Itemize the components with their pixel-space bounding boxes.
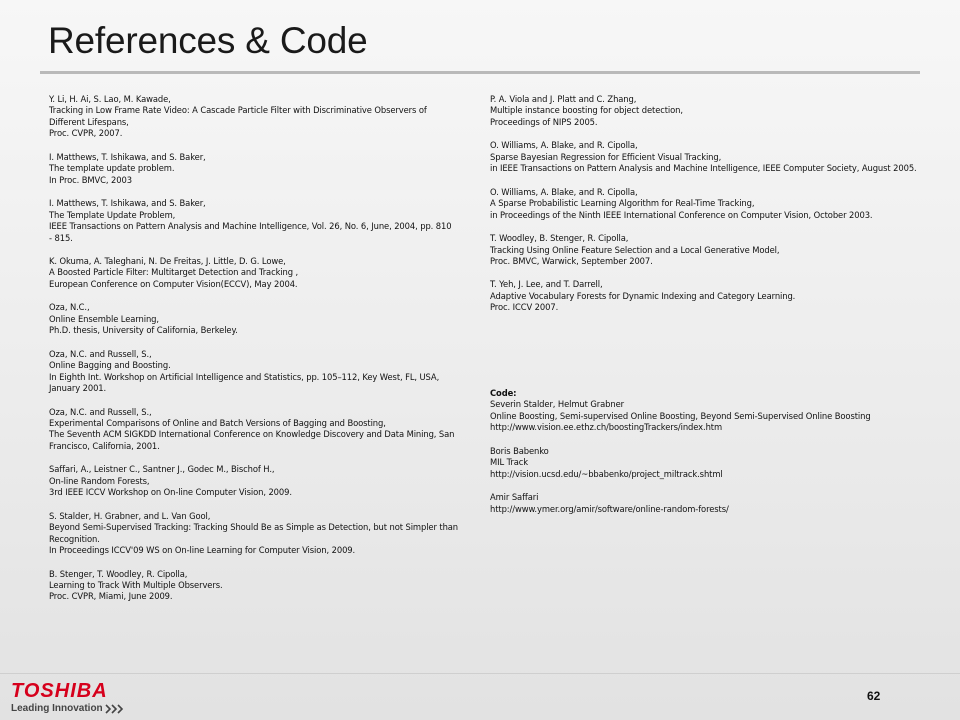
reference-entry <box>490 279 930 313</box>
reference-entry-line: T. Yeh, J. Lee, and T. Darrell, <box>490 279 603 290</box>
reference-entry-line: P. A. Viola and J. Platt and C. Zhang, <box>490 94 637 104</box>
reference-entry-line: Proc. BMVC, Warwick, September 2007. <box>490 255 653 266</box>
reference-entry <box>490 187 930 221</box>
page-number: 62 <box>867 689 881 703</box>
right-reference-column <box>490 94 930 326</box>
reference-entry-line: in Proceedings of the Ninth IEEE International Conference on Computer Vision, October 2003. <box>490 209 873 220</box>
reference-entry-line: Online Ensemble Learning, <box>49 313 159 324</box>
reference-entry-line: in IEEE Transactions on Pattern Analysis and Machine Intelligence, IEEE Computer Society, August 2005. <box>490 163 917 174</box>
reference-entry <box>49 152 482 186</box>
reference-entry-line: Oza, N.C. and Russell, S., <box>49 406 152 417</box>
reference-entry-line: Experimental Comparisons of Online and Batch Versions of Bagging and Boosting, <box>49 417 386 428</box>
code-entry-line: MIL Track <box>490 457 529 468</box>
chevrons-icon <box>105 704 125 714</box>
reference-entry-line: K. Okuma, A. Taleghani, N. De Freitas, J. Little, D. G. Lowe, <box>49 255 286 266</box>
reference-entry-line: O. Williams, A. Blake, and R. Cipolla, <box>490 186 638 197</box>
code-entry-line: http://www.ymer.org/amir/software/online-random-forests/ <box>490 503 729 514</box>
reference-entry-line: Online Bagging and Boosting. <box>49 360 171 371</box>
reference-entry-line: Multiple instance boosting for object detection, <box>490 105 683 116</box>
code-entry-line: http://www.vision.ee.ethz.ch/boostingTrackers/index.htm <box>490 422 723 433</box>
reference-entry-line: In Eighth Int. Workshop on Artificial Intelligence and Statistics, pp. 105–112, Key West, FL, USA, <box>49 371 440 382</box>
brand-tagline: Leading Innovation <box>11 703 103 714</box>
reference-entry-line: IEEE Transactions on Pattern Analysis and Machine Intelligence, Vol. 26, No. 6, June, 2004, pp. 810 <box>49 221 452 232</box>
reference-entry-line: Tracking in Low Frame Rate Video: A Cascade Particle Filter with Discriminative Observers of <box>49 105 427 116</box>
code-entry <box>490 399 930 433</box>
reference-entry-line: Proc. CVPR, Miami, June 2009. <box>49 591 173 602</box>
code-section <box>490 388 930 527</box>
reference-entry-line: Saffari, A., Leistner C., Santner J., Godec M., Bischof H., <box>49 464 275 475</box>
reference-entry-line: Adaptive Vocabulary Forests for Dynamic Indexing and Category Learning. <box>490 290 796 301</box>
toshiba-logo: TOSHIBA <box>11 680 108 702</box>
reference-entry <box>49 464 482 498</box>
reference-entry-line: 3rd IEEE ICCV Workshop on On-line Computer Vision, 2009. <box>49 487 292 498</box>
code-heading: Code: <box>490 388 517 398</box>
reference-entry-line: Francisco, California, 2001. <box>49 440 160 451</box>
reference-entry-line: The template update problem. <box>49 163 175 174</box>
reference-entry-line: European Conference on Computer Vision(ECCV), May 2004. <box>49 278 298 289</box>
reference-entry-line: I. Matthews, T. Ishikawa, and S. Baker, <box>49 198 206 209</box>
reference-entry <box>49 407 482 453</box>
code-entry-line: http://vision.ucsd.edu/~bbabenko/project_miltrack.shtml <box>490 468 723 479</box>
reference-entry <box>49 349 482 395</box>
reference-entry <box>490 233 930 267</box>
reference-entry-line: Recognition. <box>49 533 100 544</box>
reference-entry-line: The Seventh ACM SIGKDD International Conference on Knowledge Discovery and Data Mining, San <box>49 429 455 440</box>
reference-entry-line: Beyond Semi-Supervised Tracking: Tracking Should Be as Simple as Detection, but not Simpler than <box>49 522 459 533</box>
reference-entry-line: In Proc. BMVC, 2003 <box>49 174 132 185</box>
code-entry <box>490 492 930 515</box>
reference-entry-line: In Proceedings ICCV'09 WS on On-line Learning for Computer Vision, 2009. <box>49 545 356 556</box>
reference-entry-line: T. Woodley, B. Stenger, R. Cipolla, <box>490 233 629 244</box>
reference-entry-line: A Boosted Particle Filter: Multitarget Detection and Tracking , <box>49 267 299 278</box>
reference-entry-line: Tracking Using Online Feature Selection and a Local Generative Model, <box>490 244 780 255</box>
reference-entry-line: January 2001. <box>49 383 107 394</box>
reference-entry-line: A Sparse Probabilistic Learning Algorithm for Real-Time Tracking, <box>490 198 755 209</box>
reference-entry-line: S. Stalder, H. Grabner, and L. Van Gool, <box>49 510 211 521</box>
reference-entry <box>490 94 930 128</box>
reference-entry-line: Oza, N.C., <box>49 302 90 313</box>
reference-entry <box>49 511 482 557</box>
reference-entry-line: Ph.D. thesis, University of California, Berkeley. <box>49 325 238 336</box>
code-entry-list <box>490 399 930 515</box>
reference-entry-line: Proceedings of NIPS 2005. <box>490 116 598 127</box>
reference-entry <box>49 198 482 244</box>
code-entry-line: Boris Babenko <box>490 445 549 456</box>
reference-entry-line: Sparse Bayesian Regression for Efficient Visual Tracking, <box>490 151 722 162</box>
reference-entry-line: On-line Random Forests, <box>49 475 150 486</box>
reference-entry <box>490 140 930 174</box>
reference-entry-line: Different Lifespans, <box>49 116 129 127</box>
footer-divider <box>0 673 960 674</box>
left-reference-column <box>49 94 482 615</box>
code-entry-line: Online Boosting, Semi-supervised Online Boosting, Beyond Semi-Supervised Online Boosting <box>490 410 871 421</box>
slide-title: References & Code <box>48 20 368 61</box>
reference-entry-line: Oza, N.C. and Russell, S., <box>49 348 152 359</box>
reference-entry-line: I. Matthews, T. Ishikawa, and S. Baker, <box>49 151 206 162</box>
reference-entry <box>49 302 482 336</box>
title-underline <box>40 71 920 74</box>
reference-entry <box>49 94 482 140</box>
reference-entry-line: The Template Update Problem, <box>49 209 176 220</box>
code-entry-line: Amir Saffari <box>490 492 539 503</box>
reference-entry <box>49 256 482 290</box>
reference-entry-line: Y. Li, H. Ai, S. Lao, M. Kawade, <box>49 94 171 104</box>
reference-entry-line: B. Stenger, T. Woodley, R. Cipolla, <box>49 568 188 579</box>
reference-entry-line: Learning to Track With Multiple Observers. <box>49 579 223 590</box>
code-entry <box>490 446 930 480</box>
reference-entry <box>49 569 482 603</box>
code-entry-line: Severin Stalder, Helmut Grabner <box>490 399 624 410</box>
reference-entry-line: - 815. <box>49 232 73 243</box>
reference-entry-line: Proc. CVPR, 2007. <box>49 128 123 139</box>
reference-entry-line: O. Williams, A. Blake, and R. Cipolla, <box>490 140 638 151</box>
reference-entry-line: Proc. ICCV 2007. <box>490 302 559 313</box>
